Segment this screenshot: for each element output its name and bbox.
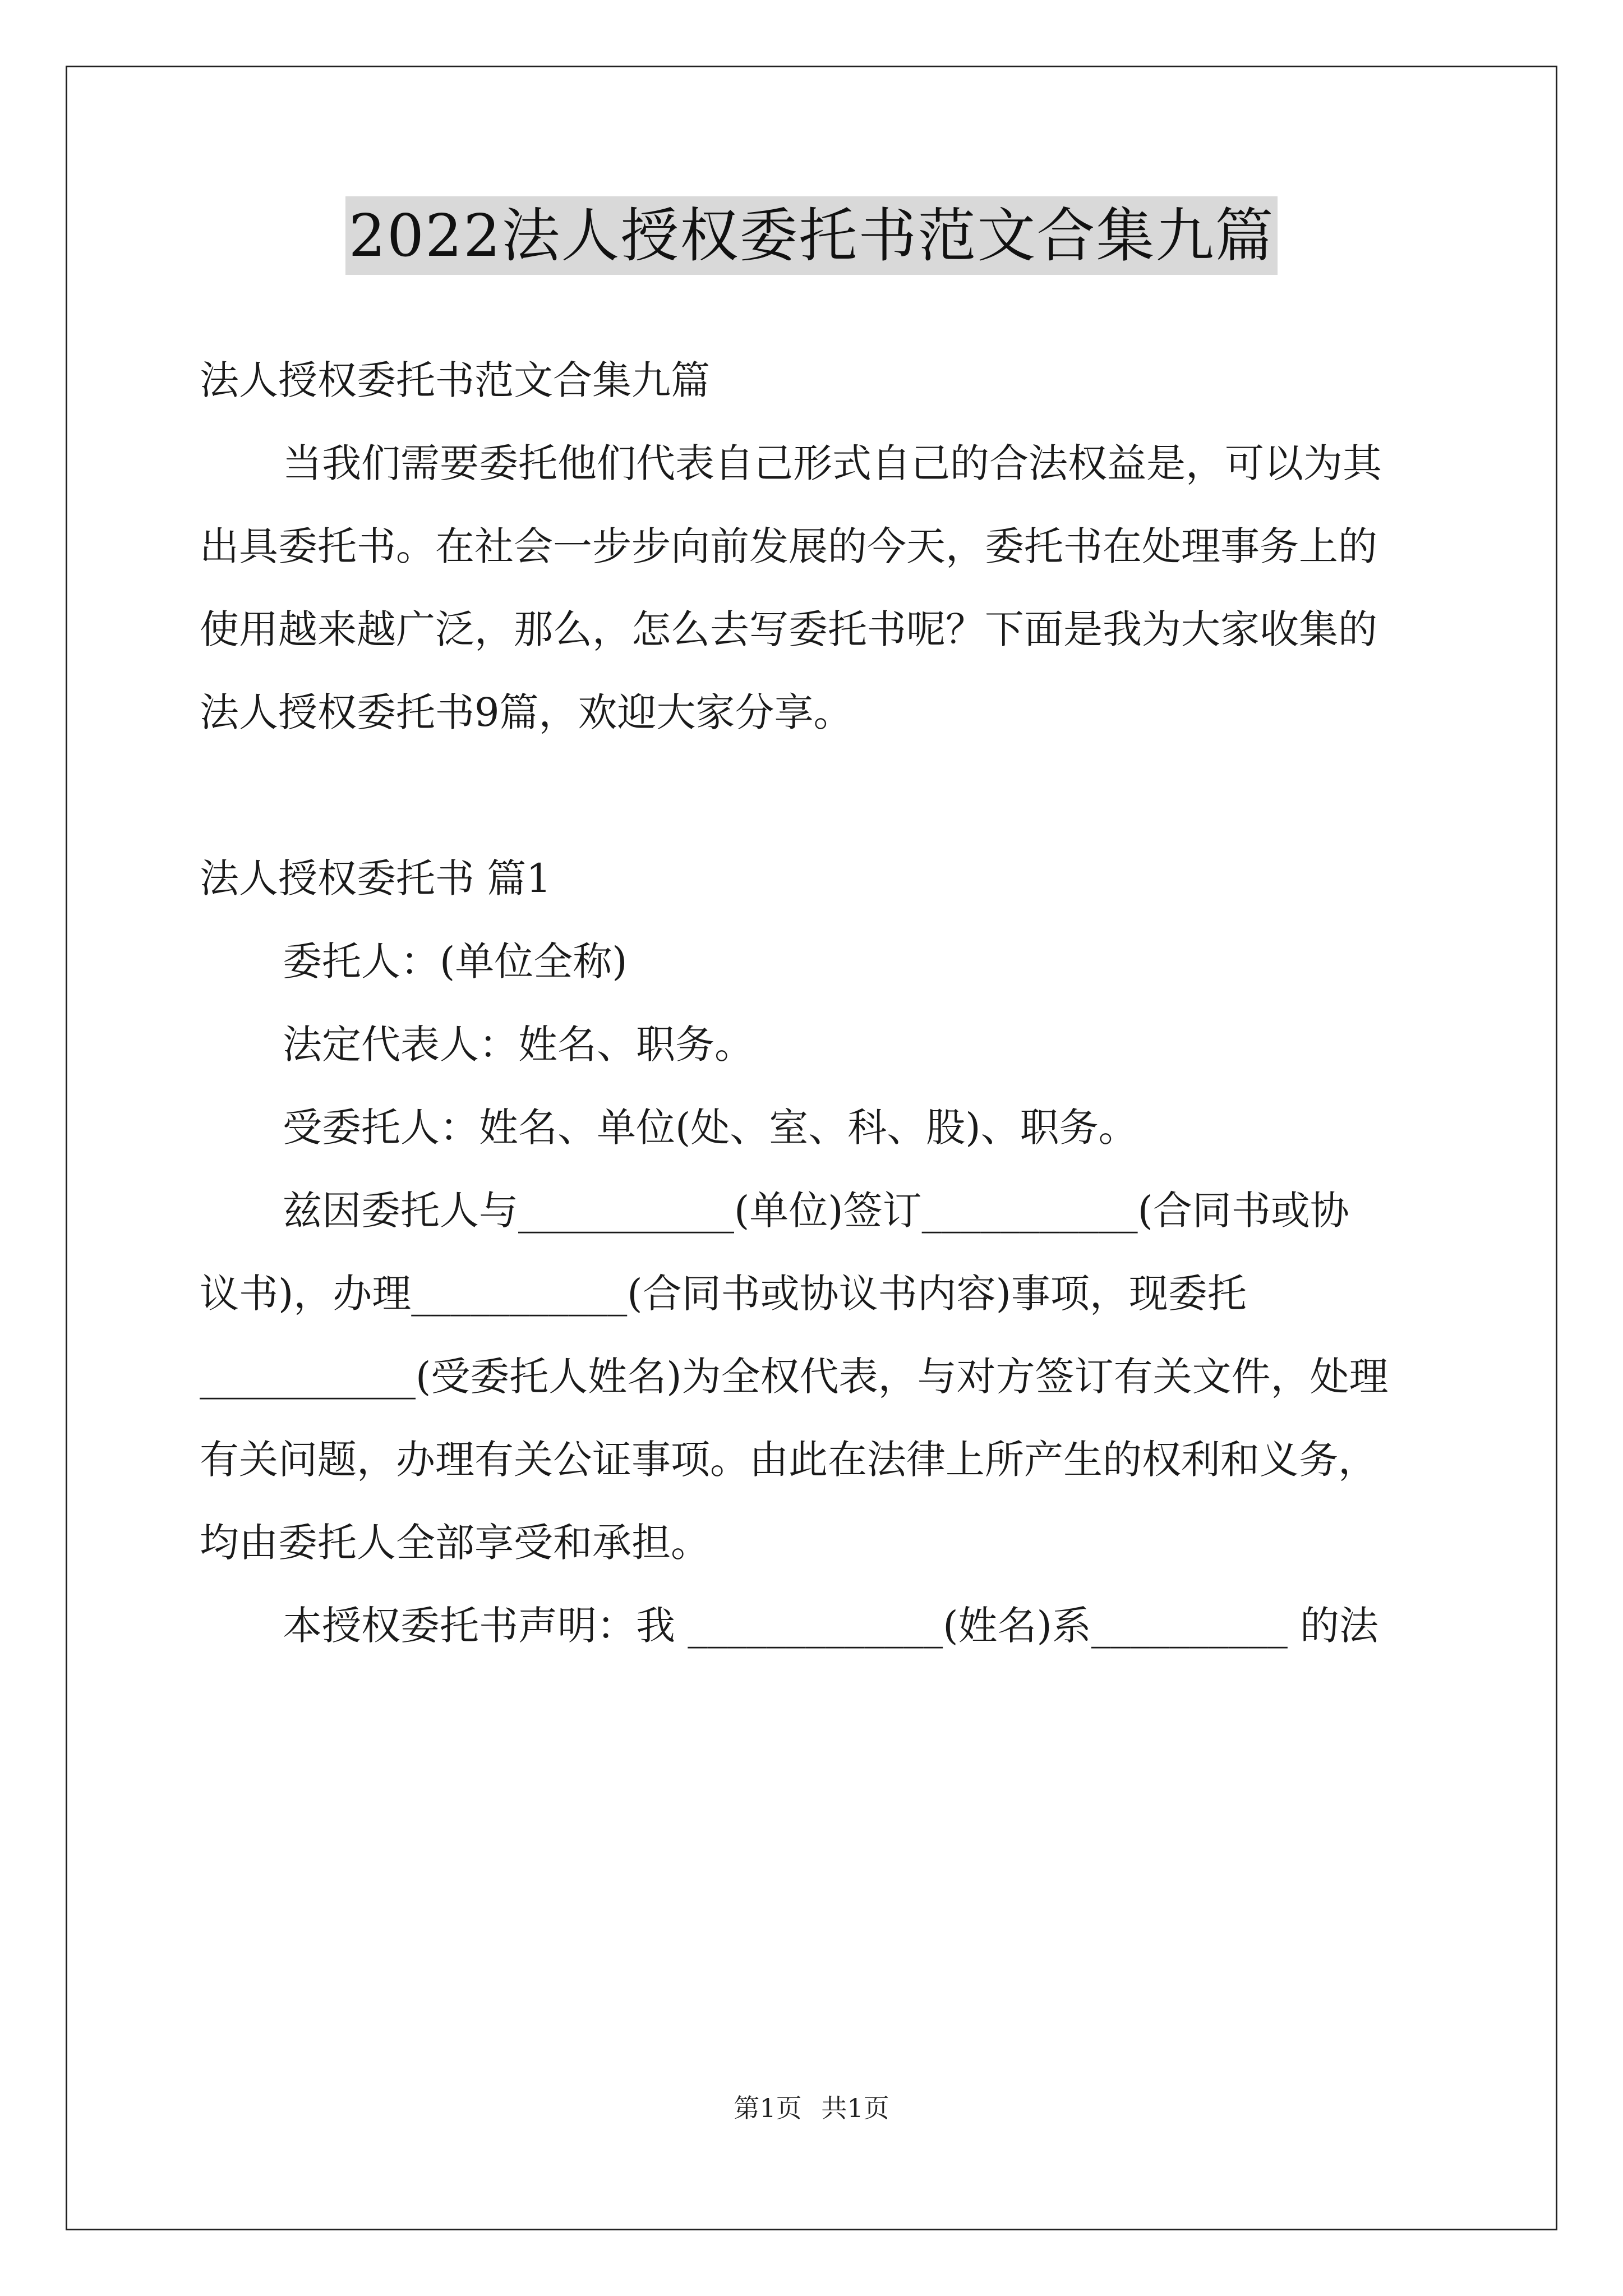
document-subtitle: 法人授权委托书范文合集九篇 (200, 357, 710, 403)
intro-line-4: 法人授权委托书9篇，欢迎大家分享。 (200, 689, 853, 735)
paragraph-spacer (200, 754, 1428, 837)
intro-line-3: 使用越来越广泛，那么，怎么去写委托书呢？下面是我为大家收集的 (200, 606, 1377, 652)
section-line-4: 兹因委托人与___________(单位)签订___________(合同书或协 (283, 1188, 1349, 1234)
section-line-2: 法定代表人：姓名、职务。 (283, 1022, 754, 1068)
section-line-8: 均由委托人全部享受和承担。 (200, 1520, 710, 1566)
page-footer (0, 2091, 1623, 2125)
section-line-3: 受委托人：姓名、单位(处、室、科、股)、职务。 (283, 1105, 1138, 1151)
page-current: 第1页 (734, 2093, 802, 2123)
section-line-6: ___________(受委托人姓名)为全权代表，与对方签订有关文件，处理 (200, 1354, 1389, 1400)
document-body (200, 339, 1428, 1667)
section-line-5: 议书)，办理___________(合同书或协议书内容)事项，现委托 (200, 1271, 1247, 1317)
section-line-1: 委托人：(单位全称) (283, 938, 628, 984)
section-heading: 法人授权委托书 篇1 (200, 855, 551, 901)
page-total: 共1页 (821, 2093, 889, 2123)
intro-line-1: 当我们需要委托他们代表自己形式自己的合法权益是，可以为其 (283, 440, 1382, 486)
title-container (0, 196, 1623, 275)
intro-line-2: 出具委托书。在社会一步步向前发展的今天，委托书在处理事务上的 (200, 523, 1377, 569)
section-line-9: 本授权委托书声明：我 _____________(姓名)系__________ 的法 (283, 1603, 1379, 1649)
section-line-7: 有关问题，办理有关公证事项。由此在法律上所产生的权利和义务， (200, 1437, 1377, 1483)
document-title: 2022法人授权委托书范文合集九篇 (345, 196, 1278, 275)
